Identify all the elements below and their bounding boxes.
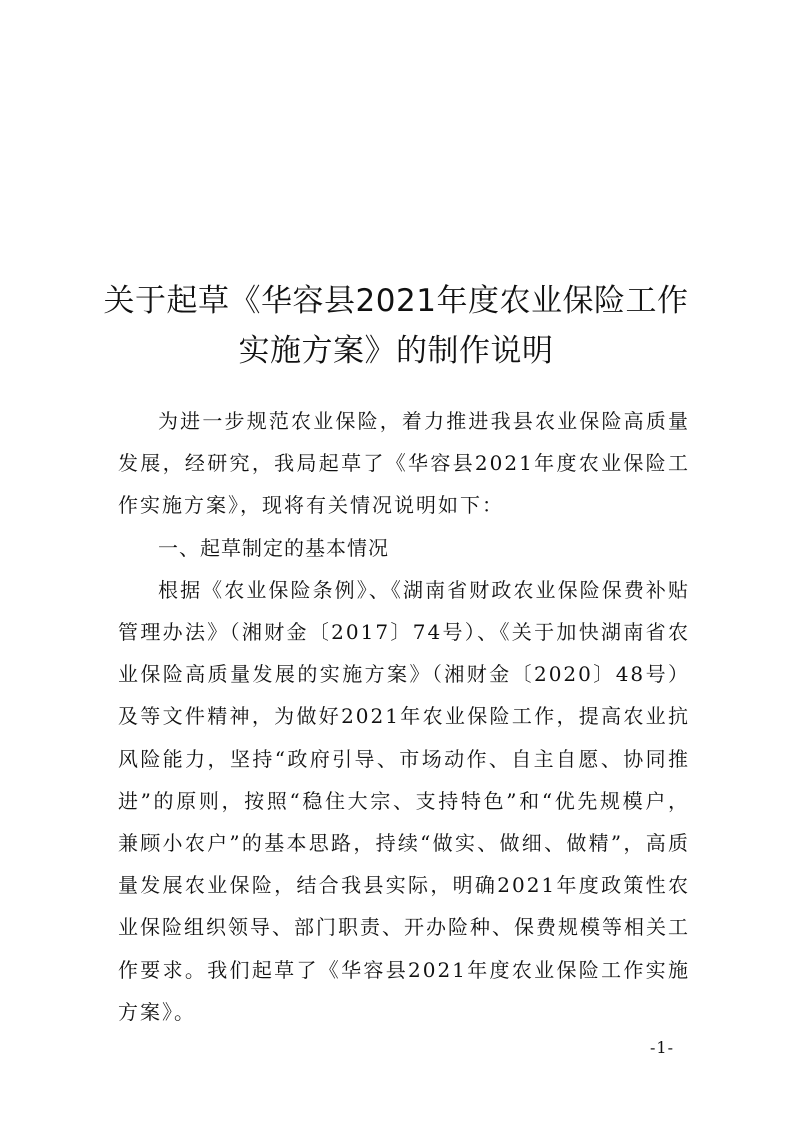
section-paragraph-basic-situation: 根据《农业保险条例》、《湖南省财政农业保险保费补贴管理办法》（湘财金〔2017〕74号）、《关于加快湖南省农业保险高质量发展的实施方案》（湘财金〔2020〕48号）及等文件精神，为做好2021年农业保险工作，提高农业抗风险能力，坚持“政府引导、市场动作、自主自愿、协同推进”的原则，按照“稳住大宗、支持特色”和“优先规模户，兼顾小农户”的基本思路，持续“做实、做细、做精”，高质量发展农业保险，结合我县实际，明确2021年度政策性农业保险组织领导、部门职责、开办险种、保费规模等相关工作要求。我们起草了《华容县2021年度农业保险工作实施方案》。 [118,577,690,1024]
section-heading-basic-situation: 一、起草制定的基本情况 [158,535,389,560]
intro-paragraph: 为进一步规范农业保险，着力推进我县农业保险高质量发展，经研究，我局起草了《华容县2021年度农业保险工作实施方案》，现将有关情况说明如下： [118,409,690,518]
document-title-line-2: 实施方案》的制作说明 [238,333,554,369]
document-body [118,400,690,1033]
document-title-line-1: 关于起草《华容县2021年度农业保险工作 [103,283,689,319]
page-number: -1- [650,1038,674,1057]
